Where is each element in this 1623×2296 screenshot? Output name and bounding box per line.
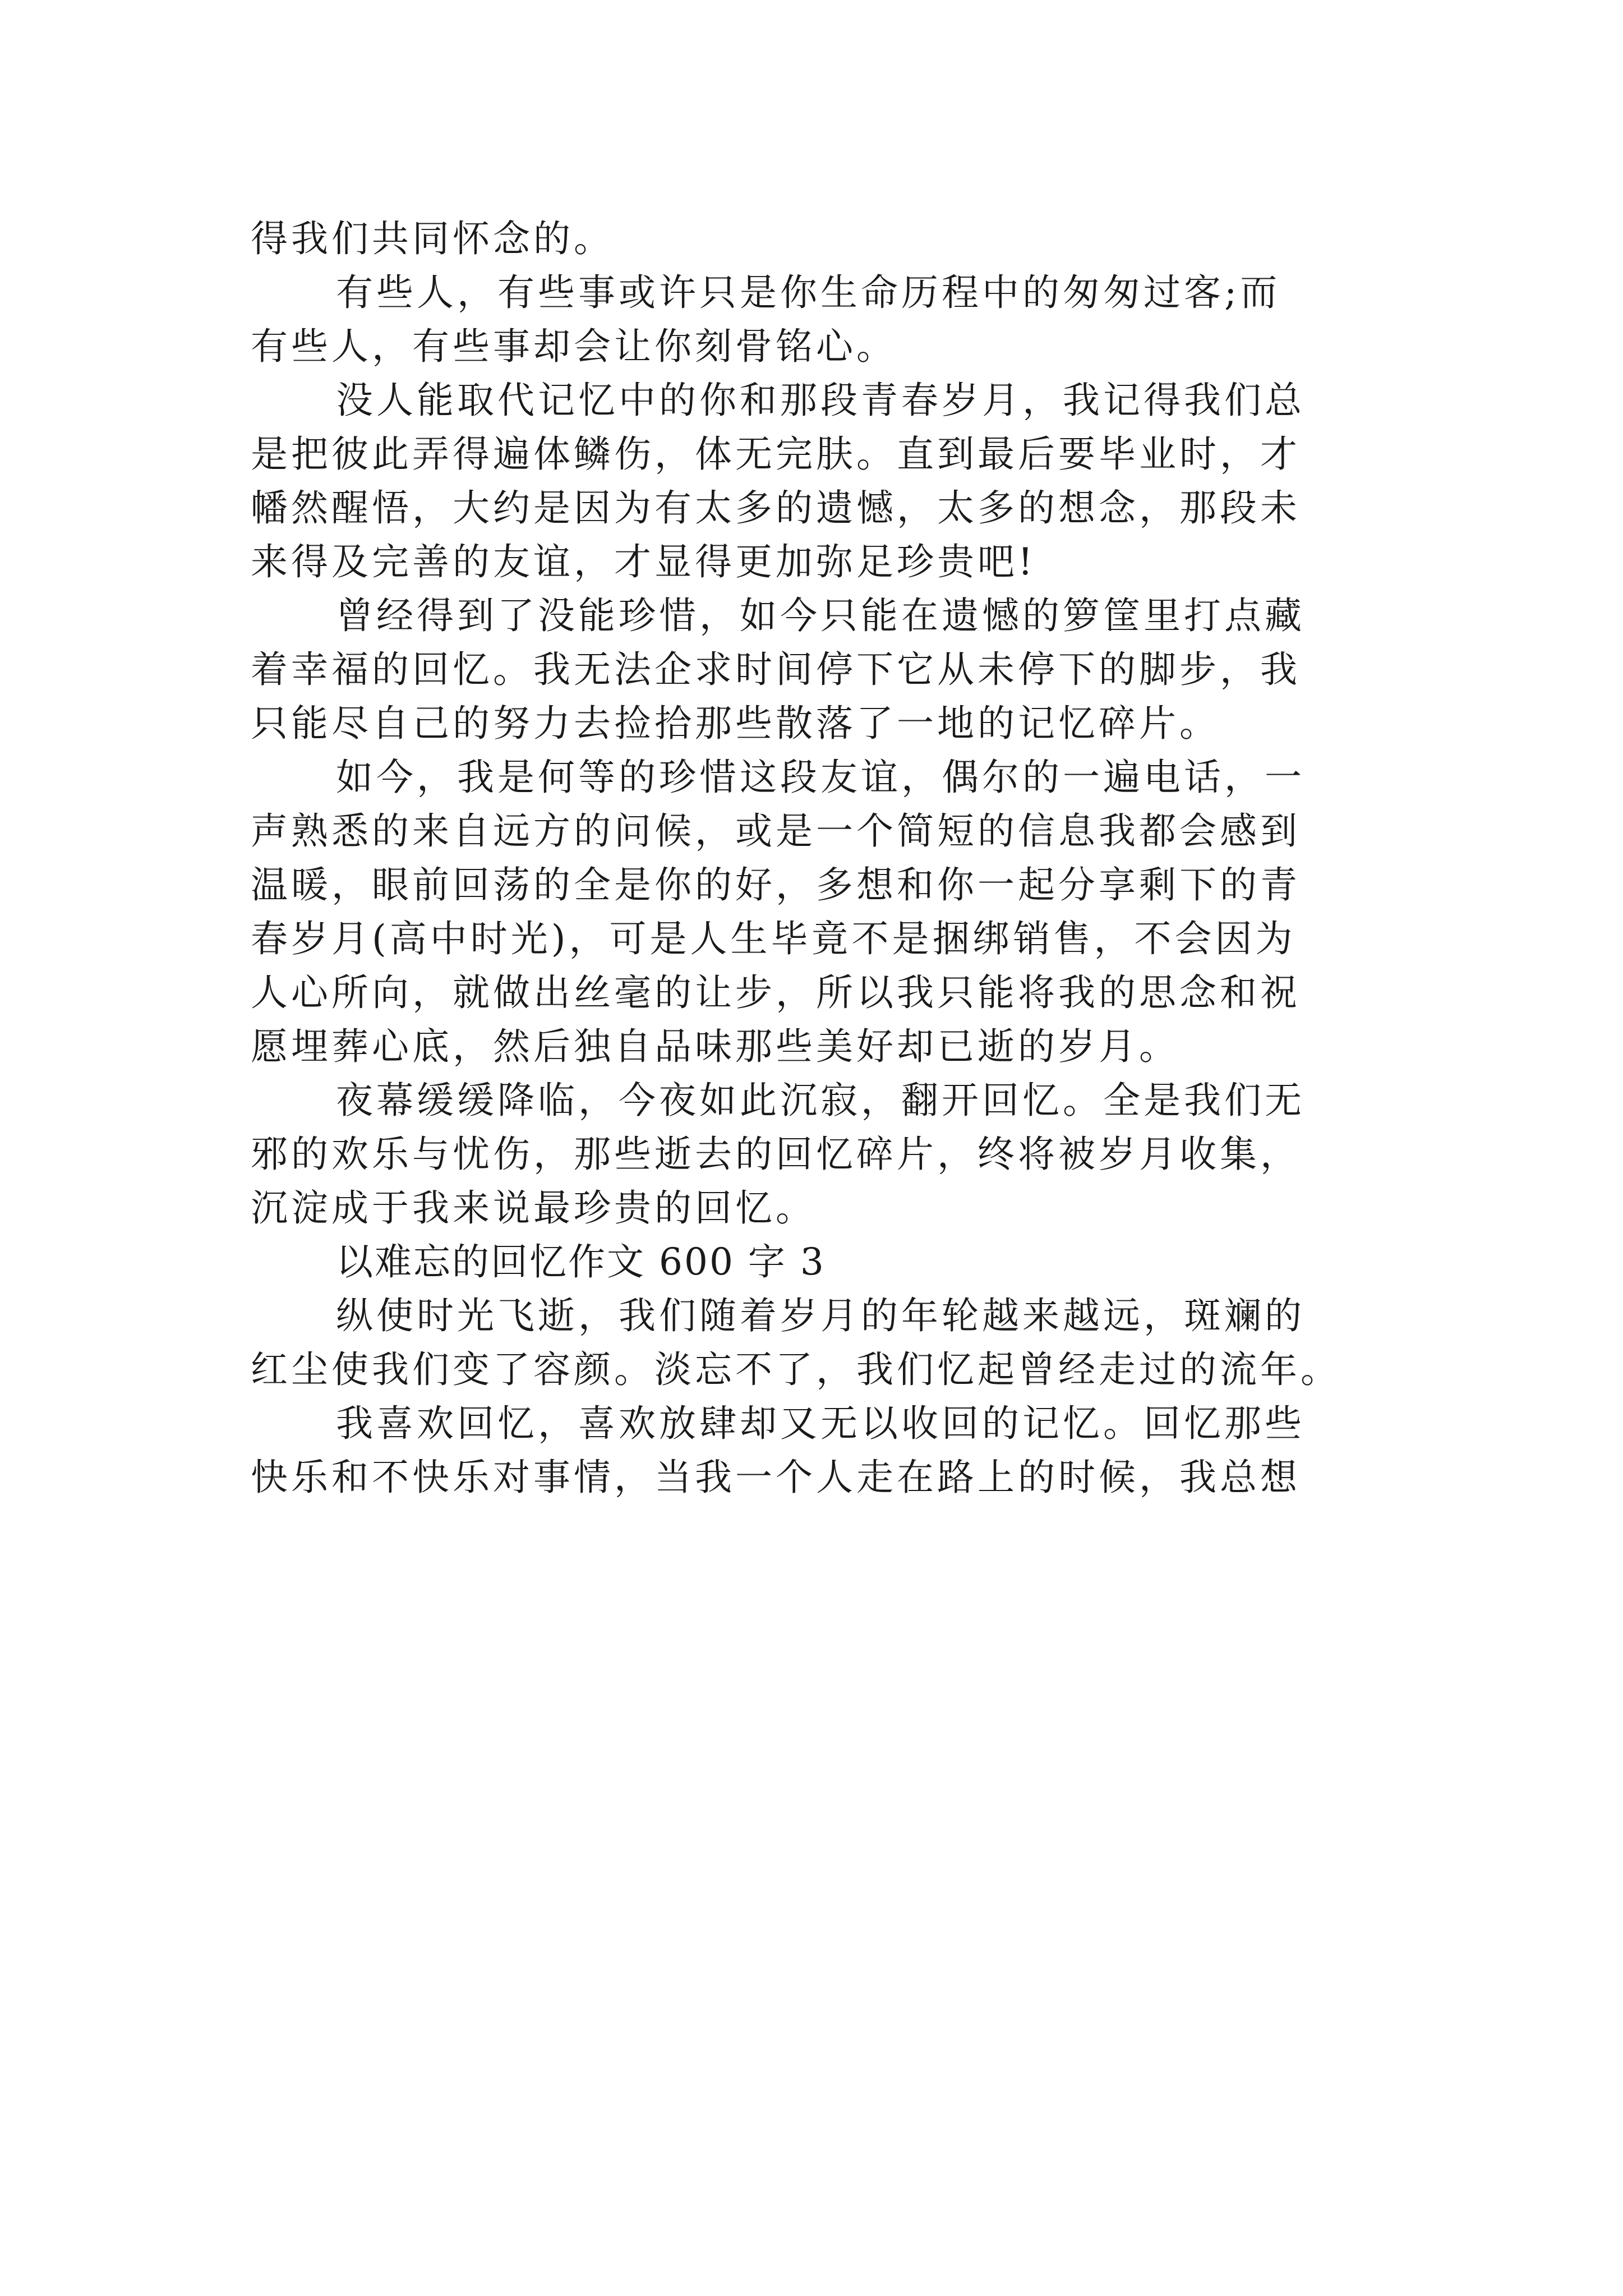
text-line: 温暖，眼前回荡的全是你的好，多想和你一起分享剩下的青 [251, 863, 1301, 907]
text-line: 得我们共同怀念的。 [251, 217, 614, 260]
heading-text: 以难忘的回忆作文 600 字 3 [336, 1240, 826, 1283]
paragraph [251, 751, 1389, 1074]
document-body [251, 212, 1389, 1504]
text-line: 我喜欢回忆，喜欢放肆却又无以收回的记忆。回忆那些 [336, 1402, 1305, 1445]
text-line: 沉淀成于我来说最珍贵的回忆。 [251, 1186, 816, 1230]
text-line: 夜幕缓缓降临，今夜如此沉寂，翻开回忆。全是我们无 [336, 1079, 1305, 1122]
text-line: 曾经得到了没能珍惜，如今只能在遗憾的箩筐里打点藏 [336, 594, 1305, 637]
text-line: 人心所向，就做出丝毫的让步，所以我只能将我的思念和祝 [251, 971, 1301, 1014]
text-line: 纵使时光飞逝，我们随着岁月的年轮越来越远，斑斓的 [336, 1294, 1305, 1337]
text-line: 邪的欢乐与忧伤，那些逝去的回忆碎片，终将被岁月收集， [251, 1133, 1301, 1176]
text-line: 愿埋葬心底，然后独自品味那些美好却已逝的岁月。 [251, 1025, 1179, 1068]
text-line: 着幸福的回忆。我无法企求时间停下它从未停下的脚步，我 [251, 648, 1301, 691]
text-line: 春岁月(高中时光)，可是人生毕竟不是捆绑销售，不会因为 [251, 917, 1296, 960]
text-line: 有些人，有些事或许只是你生命历程中的匆匆过客;而 [336, 271, 1281, 314]
paragraph [251, 589, 1389, 751]
paragraph [251, 266, 1389, 374]
text-line: 如今，我是何等的珍惜这段友谊，偶尔的一遍电话，一 [336, 756, 1305, 799]
text-line: 只能尽自己的努力去捡拾那些散落了一地的记忆碎片。 [251, 702, 1220, 745]
paragraph [251, 1397, 1389, 1504]
text-line: 快乐和不快乐对事情，当我一个人走在路上的时候，我总想 [251, 1456, 1301, 1499]
text-line: 红尘使我们变了容颜。淡忘不了，我们忆起曾经走过的流年。 [251, 1348, 1341, 1391]
text-line: 有些人，有些事却会让你刻骨铭心。 [251, 325, 897, 368]
paragraph [251, 1074, 1389, 1235]
text-line: 没人能取代记忆中的你和那段青春岁月，我记得我们总 [336, 379, 1305, 422]
text-line: 幡然醒悟，大约是因为有太多的遗憾，太多的想念，那段未 [251, 486, 1301, 530]
text-line: 是把彼此弄得遍体鳞伤，体无完肤。直到最后要毕业时，才 [251, 432, 1301, 476]
paragraph [251, 1289, 1389, 1397]
text-line: 声熟悉的来自远方的问候，或是一个简短的信息我都会感到 [251, 809, 1301, 853]
paragraph [251, 374, 1389, 589]
paragraph-continuation [251, 212, 1389, 266]
text-line: 来得及完善的友谊，才显得更加弥足珍贵吧! [251, 540, 1036, 583]
section-heading [251, 1235, 1389, 1289]
